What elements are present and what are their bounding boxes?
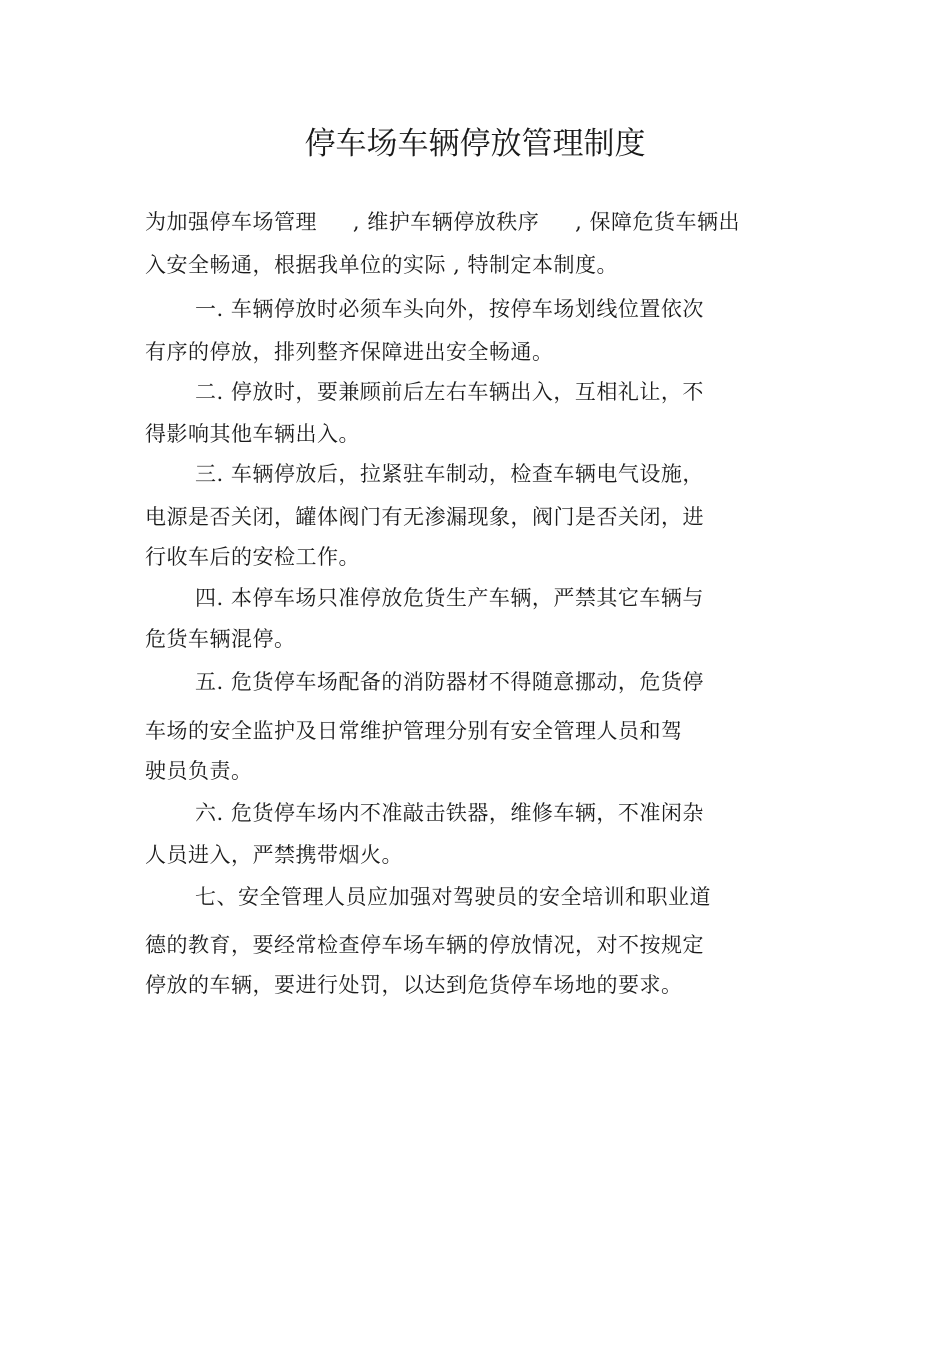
rule-3-line-1: 三. 车辆停放后，拉紧驻车制动，检查车辆电气设施， [195,462,704,486]
intro-line-2: 入安全畅通，根据我单位的实际 , 特制定本制度。 [145,253,619,277]
rule-7-line-2: 德的教育，要经常检查停车场车辆的停放情况，对不按规定 [145,933,704,957]
rule-7-line-1: 七、安全管理人员应加强对驾驶员的安全培训和职业道 [195,885,711,909]
rule-4-line-1: 四. 本停车场只准停放危货生产车辆，严禁其它车辆与 [195,586,704,610]
rule-1-line-2: 有序的停放，排列整齐保障进出安全畅通。 [145,340,554,364]
rule-5-line-2: 车场的安全监护及日常维护管理分别有安全管理人员和驾 [145,719,683,743]
rule-6-line-2: 人员进入，严禁携带烟火。 [145,843,403,867]
rule-3-line-3: 行收车后的安检工作。 [145,545,360,569]
rule-4-line-2: 危货车辆混停。 [145,627,296,651]
rule-1-line-1: 一. 车辆停放时必须车头向外，按停车场划线位置依次 [195,297,704,321]
rule-5-line-1: 五. 危货停车场配备的消防器材不得随意挪动，危货停 [195,670,704,694]
rule-7-line-3: 停放的车辆，要进行处罚，以达到危货停车场地的要求。 [145,973,683,997]
rule-3-line-2: 电源是否关闭，罐体阀门有无渗漏现象，阀门是否关闭，进 [145,505,704,529]
document-title: 停车场车辆停放管理制度 [304,126,646,162]
rule-2-line-1: 二. 停放时，要兼顾前后左右车辆出入，互相礼让，不 [195,380,704,404]
rule-6-line-1: 六. 危货停车场内不准敲击铁器，维修车辆，不准闲杂 [195,801,704,825]
intro-line-1: 为加强停车场管理 , 维护车辆停放秩序 , 保障危货车辆出 [145,210,740,234]
rule-2-line-2: 得影响其他车辆出入。 [145,422,360,446]
rule-5-line-3: 驶员负责。 [145,759,253,783]
